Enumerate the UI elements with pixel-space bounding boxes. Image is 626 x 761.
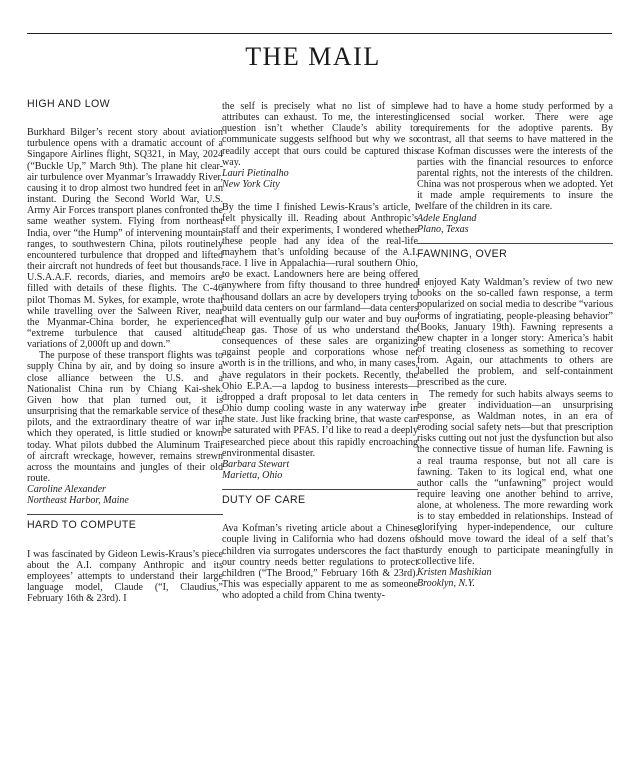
heading-duty-of-care: DUTY OF CARE [222,489,418,510]
letter-paragraph: I was fascinated by Gideon Lewis-Kraus’s piece about the A.I. company Anthropic and its employees’ attempts to understand their large language model, Claude (“I, Claudius,” February 16th & 23rd). I [27,548,223,605]
letter-paragraph: Ava Kofman’s riveting article about a Chinese couple living in California who had dozens of children via surrogates underscores the fact that our country needs better regulations to protect children (“The Brood,” February 16th & 23rd). This was especially apparent to me as someone who adopted a child from China twenty- [222,523,418,602]
letter-author: Barbara Stewart [222,458,290,470]
letter-paragraph: By the time I finished Lewis-Kraus’s article, I felt physically ill. Reading about Anthropic’s staff and their experiments, I wondered whether these people had any idea of the real-life mayhem that’s unfolding because of the A.I. race. I live in Appalachia—rural southern Ohio, to be exact. Landowners here are being offered anywhere from fifty thousand to three hundred thousand dollars an acre by developers trying to build data centers on our farmland—data centers that will eventually gulp our water and buy our cheap gas. Those of us who understand the consequences of these sales are organizing against people and corporations whose net worth is in the trillions, and who, in many cases, have regulators in their pockets. Recently, the Ohio E.P.A.—a lapdog to business interests—dropped a draft proposal to let data centers in Ohio dump cooling waste in any waterway in the state. Just like fracking brine, that waste can be saturated with PFAS. I’d like to read a deeply researched piece about this rapidly encroaching environmental disaster. [222,202,418,459]
letter-location: Plano, Texas [417,223,469,235]
letter-paragraph: The purpose of these transport flights was to supply China by air, and by doing so insure a close alliance between the U.S. and a Nationalist China run by Chiang Kai-shek. Given how that plan turned out, it is unsurprising that the remarkable service of these pilots, and the extraordinary theatre of war in which they operated, is little studied or known today. What pilots dubbed the Aluminum Trail of aircraft wreckage, however, remains strewn across the mountains and jungles of their old route. [27,350,223,484]
letter-location: New York City [222,179,280,191]
letter-author: Kristen Mashikian [417,567,492,579]
letter-paragraph: we had to have a home study performed by a licensed social worker. There were age requirements for the adoptive parents. By contrast, all that seems to have mattered in the case Kofman discusses were the interests of the parties with the financial resources to enforce parental rights, not the interests of the children. China was not prosperous when we adopted. Yet it made ample requirements to insure the welfare of the children in its care. [417,101,613,213]
letter-location: Northeast Harbor, Maine [27,495,129,507]
letter-location: Marietta, Ohio [222,470,283,481]
letter-author: Lauri Pietinalho [222,167,289,179]
letter-paragraph: I enjoyed Katy Waldman’s review of two new books on the so-called fawn response, a term popularized on social media to describe “various forms of ingratiating, people-pleasing behavior” (Books, January 19th). Fawning represents a new chapter in a longer story: America’s habit of treating closeness as something to recover from. Again, our attachments to others are labelled the problem, and self-containment prescribed as the cure. [417,277,613,389]
letter-author: Adele England [417,212,477,224]
letter-paragraph: The remedy for such habits always seems to be greater individuation—an unsurprising response, as Waldman notes, in an era of eroding social safety nets—but that prescription risks cutting out not just the dysfunction but also the connective tissue of human life. Fawning is a real trauma response, but not all care is fawning. Taken to its logical end, what one author calls the “unfawning” project would require leaving one another behind to arrive, alone, at wholeness. The more rewarding work is to stay embedded in relationships. Instead of glorifying hyper-independence, our culture should move toward the ideal of a self that’s sturdy enough to participate meaningfully in collective life. [417,388,613,567]
letter-location: Brooklyn, N.Y. [417,578,475,590]
letter-paragraph: the self is precisely what no list of simple attributes can exhaust. To me, the interesting question isn’t whether Claude’s ability to communicate suggests selfhood but why we so readily accept that ours could be captured this way. [222,101,418,168]
heading-hard-to-compute: HARD TO COMPUTE [27,514,223,535]
heading-fawning-over: FAWNING, OVER [417,243,613,264]
column-2 [222,101,418,601]
column-1 [27,99,223,604]
top-rule [27,33,612,34]
column-3 [417,101,613,589]
letter-paragraph: Burkhard Bilger’s recent story about aviation turbulence opens with a dramatic account of a Singapore Airlines flight, SQ321, in May, 2024 (“Buckle Up,” March 9th). The plane hit clear-air turbulence over Myanmar’s Irrawaddy River, causing it to drop almost two hundred feet in an instant. During the Second World War, U.S. Army Air Forces transport planes confronted the same weather system. Flying from northeast India, over “the Hump” of intervening mountain ranges, to southwestern China, pilots routinely encountered turbulence that dropped and lifted their aircraft not hundreds of feet but thousands. U.S.A.A.F. records, diaries, and memoirs are filled with details of these flights. The C-46 pilot Thomas M. Sykes, for example, wrote that while travelling over the Salween River, near the Myanmar-China border, he experienced “extreme turbulence that caused altitude variations of 2,000ft up and down.” [27,127,223,351]
heading-high-and-low: HIGH AND LOW [27,98,111,110]
letter-author: Caroline Alexander [27,484,106,496]
section-title: THE MAIL [245,42,381,71]
